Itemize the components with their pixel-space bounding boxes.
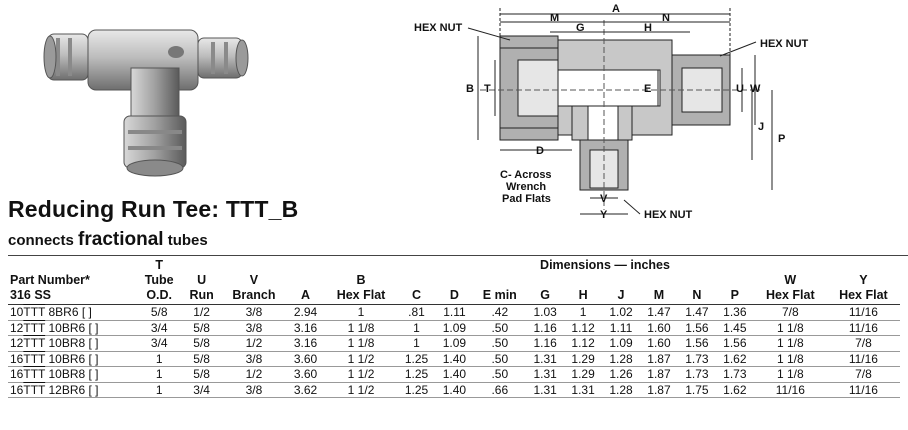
header-y-2: Y	[859, 273, 868, 287]
header-t-3: O.D.	[136, 288, 182, 305]
cell-c: .81	[398, 305, 436, 321]
cell-b: 1 1/8	[325, 336, 398, 352]
label-c-note-2: Wrench	[506, 181, 547, 193]
part-number-cell	[8, 320, 136, 336]
header-m: M	[640, 288, 678, 305]
drawing-left-nut	[500, 36, 558, 140]
cell-m: 1.87	[640, 367, 678, 383]
header-b-3: Hex Flat	[325, 288, 398, 305]
cell-c: 1	[398, 336, 436, 352]
label-dim-y: Y	[600, 209, 608, 221]
cell-a: 3.16	[287, 320, 325, 336]
label-dim-u: U	[736, 83, 744, 95]
cell-g: 1.16	[526, 320, 564, 336]
label-dim-w: W	[750, 83, 761, 95]
cell-c: 1.25	[398, 351, 436, 367]
cell-a: 2.94	[287, 305, 325, 321]
photo-left-nut	[44, 34, 88, 80]
dimensions-table	[8, 258, 900, 398]
cell-p: 1.45	[716, 320, 754, 336]
cell-h: 1	[564, 305, 602, 321]
cell-d: 1.11	[435, 305, 473, 321]
part-number-pre: 16	[10, 367, 24, 381]
cell-m: 1.87	[640, 382, 678, 398]
cell-b: 1 1/2	[325, 382, 398, 398]
cell-t: 1	[136, 367, 182, 383]
cell-g: 1.16	[526, 336, 564, 352]
cell-v: 1/2	[221, 336, 286, 352]
label-hex-nut-left: HEX NUT	[414, 22, 463, 34]
part-number-ttt: $\overline{TTT}$	[23, 367, 46, 381]
cell-g: 1.31	[526, 351, 564, 367]
header-v-3: Branch	[221, 288, 286, 305]
cell-e: .66	[473, 382, 526, 398]
label-dim-n: N	[662, 12, 670, 24]
cell-w: 1 1/8	[754, 367, 827, 383]
part-number-ttt: $\overline{TTT}$	[23, 320, 46, 335]
label-hex-nut-bottom: HEX NUT	[644, 209, 693, 221]
cell-a: 3.60	[287, 367, 325, 383]
header-g: G	[526, 288, 564, 305]
cell-w: 1 1/8	[754, 320, 827, 336]
header-part-top	[8, 258, 136, 273]
cell-m: 1.60	[640, 320, 678, 336]
cell-n: 1.75	[678, 382, 716, 398]
cell-t: 5/8	[136, 305, 182, 321]
header-w-2: W	[784, 273, 797, 287]
page-subtitle	[8, 229, 208, 251]
cell-y: 11/16	[827, 351, 900, 367]
header-b-2: B	[356, 273, 366, 287]
cell-n: 1.47	[678, 305, 716, 321]
label-c-note-3: Pad Flats	[502, 193, 551, 205]
cell-y: 7/8	[827, 336, 900, 352]
cell-g: 1.03	[526, 305, 564, 321]
label-dim-d: D	[536, 145, 544, 157]
header-t-1: T	[155, 258, 163, 272]
part-number-pre: 10	[10, 305, 24, 319]
header-part-1: Part Number*	[10, 273, 90, 287]
cell-u: 5/8	[182, 336, 221, 352]
cell-h: 1.12	[564, 320, 602, 336]
label-c-note-1: C- Across	[500, 169, 552, 181]
cell-j: 1.02	[602, 305, 640, 321]
part-number-cell	[8, 382, 136, 398]
table-row	[8, 320, 900, 336]
header-h: H	[564, 288, 602, 305]
header-a: A	[287, 288, 325, 305]
header-u-2: U	[197, 273, 207, 287]
header-part-2: 316 SS	[8, 288, 136, 305]
cell-b: 1 1/2	[325, 351, 398, 367]
cell-d: 1.40	[435, 382, 473, 398]
cell-h: 1.31	[564, 382, 602, 398]
header-emin: E min	[473, 288, 526, 305]
cell-y: 11/16	[827, 320, 900, 336]
cell-d: 1.40	[435, 367, 473, 383]
cell-p: 1.36	[716, 305, 754, 321]
cell-p: 1.62	[716, 382, 754, 398]
cell-c: 1.25	[398, 382, 436, 398]
cell-a: 3.62	[287, 382, 325, 398]
cell-b: 1 1/2	[325, 367, 398, 383]
header-c: C	[398, 288, 436, 305]
cell-e: .50	[473, 336, 526, 352]
cell-u: 1/2	[182, 305, 221, 321]
cell-d: 1.09	[435, 320, 473, 336]
label-dim-m: M	[550, 12, 560, 24]
part-number-pre: 16	[10, 351, 24, 366]
cell-e: .50	[473, 320, 526, 336]
header-w-3: Hex Flat	[754, 288, 827, 305]
part-number-suf: 10BR8 [ ]	[45, 336, 99, 350]
cell-w: 1 1/8	[754, 336, 827, 352]
part-number-ttt: $\overline{TTT}$	[23, 351, 46, 366]
cell-j: 1.28	[602, 351, 640, 367]
cell-d: 1.09	[435, 336, 473, 352]
cell-p: 1.73	[716, 367, 754, 383]
part-number-suf: 12BR6 [ ]	[45, 382, 99, 397]
cell-v: 3/8	[221, 305, 286, 321]
cell-h: 1.29	[564, 367, 602, 383]
cell-t: 1	[136, 351, 182, 367]
cell-t: 3/4	[136, 336, 182, 352]
part-number-ttt: $\overline{TTT}$	[23, 305, 46, 319]
product-photo	[36, 8, 286, 188]
cell-n: 1.56	[678, 320, 716, 336]
cell-j: 1.28	[602, 382, 640, 398]
part-number-ttt: $\overline{TTT}$	[23, 336, 46, 350]
label-dim-j: J	[758, 121, 765, 133]
cell-w: 1 1/8	[754, 351, 827, 367]
cell-h: 1.12	[564, 336, 602, 352]
label-dim-p: P	[778, 133, 786, 145]
cell-m: 1.47	[640, 305, 678, 321]
cell-e: .50	[473, 351, 526, 367]
header-j: J	[602, 288, 640, 305]
cell-u: 5/8	[182, 351, 221, 367]
cell-y: 11/16	[827, 305, 900, 321]
label-dim-h: H	[644, 22, 652, 34]
cell-v: 1/2	[221, 367, 286, 383]
part-number-pre: 16	[10, 382, 24, 397]
cell-v: 3/8	[221, 351, 286, 367]
cell-t: 3/4	[136, 320, 182, 336]
header-u-3: Run	[182, 288, 221, 305]
cell-w: 11/16	[754, 382, 827, 398]
part-number-suf: 10BR6 [ ]	[45, 351, 99, 366]
header-t-2: Tube	[144, 273, 174, 287]
cell-c: 1	[398, 320, 436, 336]
subtitle-pre: connects	[8, 232, 74, 249]
table-row	[8, 382, 900, 398]
subtitle-emphasis: fractional	[78, 229, 164, 250]
table-row	[8, 336, 900, 352]
header-y-3: Hex Flat	[827, 288, 900, 305]
cell-m: 1.87	[640, 351, 678, 367]
cell-b: 1	[325, 305, 398, 321]
table-row	[8, 305, 900, 321]
photo-tee-body	[88, 30, 198, 118]
header-v-2: V	[249, 273, 259, 287]
label-dim-g: G	[576, 22, 585, 34]
cell-t: 1	[136, 382, 182, 398]
label-dim-v: V	[600, 193, 608, 205]
table-top-rule	[8, 255, 908, 256]
cell-j: 1.09	[602, 336, 640, 352]
part-number-cell	[8, 351, 136, 367]
cell-h: 1.29	[564, 351, 602, 367]
part-number-suf: 8BR6 [ ]	[45, 305, 92, 319]
cell-a: 3.60	[287, 351, 325, 367]
cell-n: 1.56	[678, 336, 716, 352]
cell-w: 7/8	[754, 305, 827, 321]
subtitle-post: tubes	[167, 232, 208, 249]
cell-g: 1.31	[526, 382, 564, 398]
cell-v: 3/8	[221, 320, 286, 336]
cell-p: 1.56	[716, 336, 754, 352]
cell-n: 1.73	[678, 367, 716, 383]
dimension-drawing	[400, 0, 908, 230]
cell-d: 1.40	[435, 351, 473, 367]
part-number-ttt: $\overline{TTT}$	[23, 382, 46, 397]
cell-y: 11/16	[827, 382, 900, 398]
cell-u: 5/8	[182, 320, 221, 336]
cell-b: 1 1/8	[325, 320, 398, 336]
header-d: D	[435, 288, 473, 305]
cell-g: 1.31	[526, 367, 564, 383]
cell-y: 7/8	[827, 367, 900, 383]
cell-m: 1.60	[640, 336, 678, 352]
label-dim-a: A	[612, 3, 620, 15]
label-hex-nut-right: HEX NUT	[760, 38, 809, 50]
page-title: Reducing Run Tee: TTT_B	[8, 196, 299, 222]
cell-j: 1.26	[602, 367, 640, 383]
part-number-cell	[8, 305, 136, 321]
part-number-suf: 10BR6 [ ]	[45, 320, 99, 335]
cell-v: 3/8	[221, 382, 286, 398]
part-number-pre: 12	[10, 336, 24, 350]
cell-a: 3.16	[287, 336, 325, 352]
cell-e: .50	[473, 367, 526, 383]
label-dim-e: E	[644, 83, 652, 95]
part-number-cell	[8, 336, 136, 352]
label-dim-t: T	[484, 83, 491, 95]
header-n: N	[678, 288, 716, 305]
table-row	[8, 367, 900, 383]
part-number-pre: 12	[10, 320, 24, 335]
cell-p: 1.62	[716, 351, 754, 367]
cell-n: 1.73	[678, 351, 716, 367]
table-row	[8, 351, 900, 367]
cell-c: 1.25	[398, 367, 436, 383]
cell-e: .42	[473, 305, 526, 321]
photo-bottom-nut	[124, 116, 186, 176]
part-number-suf: 10BR8 [ ]	[45, 367, 99, 381]
cell-u: 5/8	[182, 367, 221, 383]
photo-right-nut	[198, 38, 248, 78]
cell-u: 3/4	[182, 382, 221, 398]
cell-j: 1.11	[602, 320, 640, 336]
part-number-cell	[8, 367, 136, 383]
label-dim-b: B	[466, 83, 474, 95]
dimensions-group-header: Dimensions — inches	[540, 258, 670, 272]
header-p: P	[716, 288, 754, 305]
